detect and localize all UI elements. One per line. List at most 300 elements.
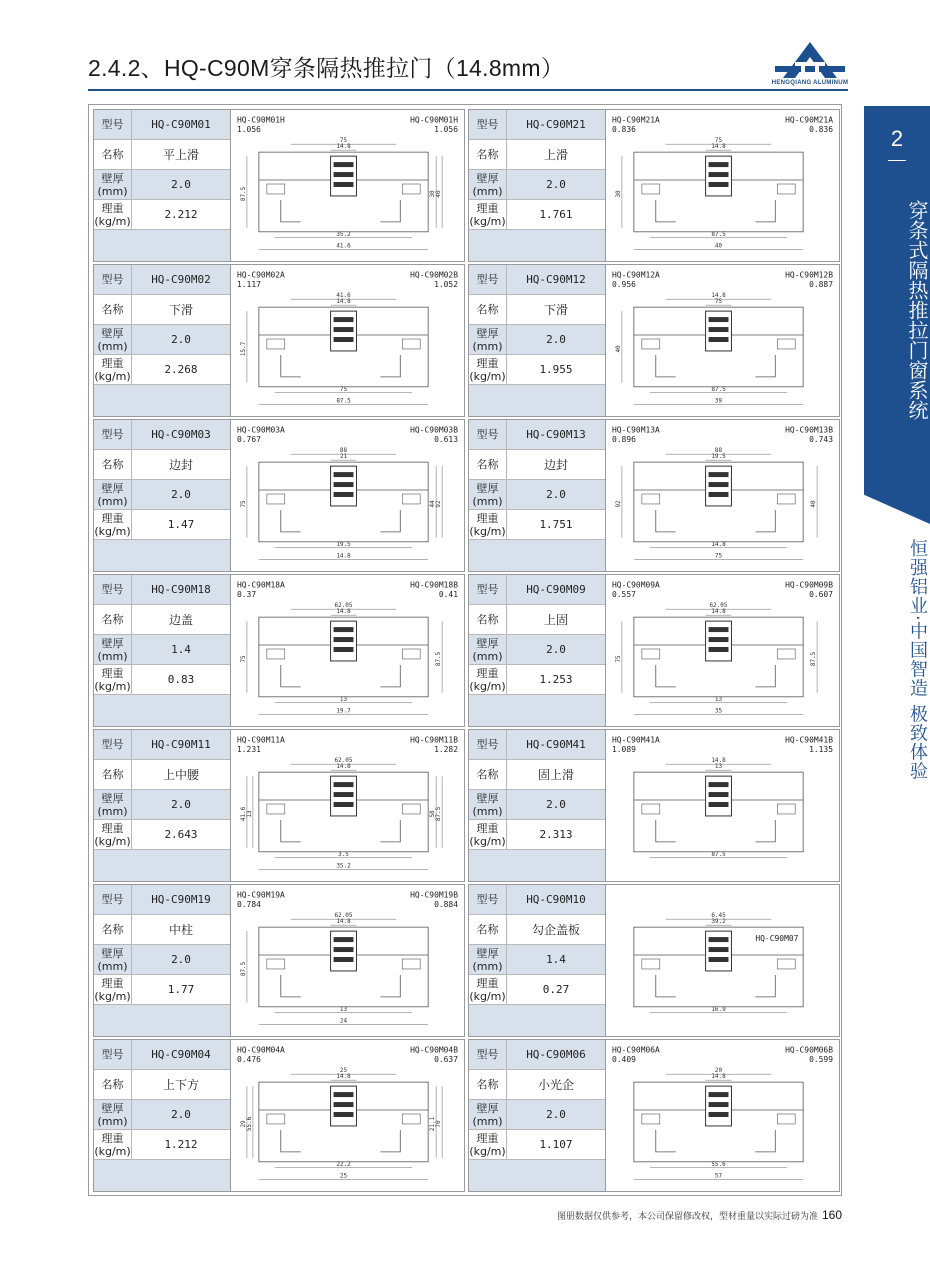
- profile-legs: [656, 665, 775, 687]
- thickness-row-label: 壁厚(mm): [94, 635, 132, 664]
- name-row-label: 名称: [94, 915, 132, 944]
- thickness-row-label: 壁厚(mm): [94, 945, 132, 974]
- weight-row-value: 2.212: [164, 208, 198, 221]
- strip-bead-2: [709, 947, 729, 952]
- spec-table: [94, 265, 230, 416]
- spec-filler: [94, 1160, 230, 1191]
- thickness-row-value: 2.0: [546, 333, 566, 346]
- dimension-label: 14.8: [711, 143, 726, 151]
- thickness-row: [94, 945, 230, 975]
- dimension-label: 30: [614, 190, 622, 198]
- name-row-label: 名称: [469, 140, 507, 169]
- profile-cavity-left: [267, 339, 285, 349]
- part-b-weight: 0.887: [809, 280, 834, 290]
- profile-legs: [281, 1130, 400, 1152]
- part-a-code: HQ-C90M19A: [236, 890, 285, 900]
- name-row-value: 小光企: [537, 1078, 574, 1092]
- model-row: [469, 575, 605, 605]
- name-row-value: 下滑: [168, 303, 193, 317]
- dimension-label: 19.7: [336, 707, 351, 715]
- model-row-label: 型号: [469, 730, 507, 759]
- dimension-label: 14.8: [336, 552, 351, 560]
- weight-row-value: 1.955: [539, 363, 573, 376]
- page-title: 2.4.2、HQ-C90M穿条隔热推拉门（14.8mm）: [88, 55, 565, 81]
- profile-drawing: [230, 730, 464, 881]
- model-row-label: 型号: [469, 265, 507, 294]
- dimension-label: 87.5: [239, 186, 247, 202]
- spec-table: [94, 730, 230, 881]
- thickness-row: [94, 170, 230, 200]
- dimension-label: 35: [714, 707, 723, 715]
- strip-bead-3: [709, 647, 729, 652]
- thickness-row-label: 壁厚(mm): [469, 635, 507, 664]
- strip-bead-3: [334, 492, 354, 497]
- dimension-label: 55.6: [245, 1116, 253, 1132]
- thickness-row: [94, 790, 230, 820]
- strip-bead-2: [334, 947, 354, 952]
- weight-row-label: 理重(kg/m): [469, 511, 506, 538]
- weight-row: [469, 665, 605, 695]
- profile-legs: [656, 820, 775, 842]
- part-a-code: HQ-C90M09A: [611, 580, 660, 590]
- weight-row: [94, 975, 230, 1005]
- strip-bead-2: [334, 482, 354, 487]
- thickness-row-label: 壁厚(mm): [469, 170, 507, 199]
- profile-card: [93, 1039, 465, 1192]
- strip-bead-3: [709, 492, 729, 497]
- dimension-label: 14.8: [336, 763, 351, 771]
- profile-legs: [656, 355, 775, 377]
- model-row-value: HQ-C90M01: [151, 118, 211, 131]
- model-row-value: HQ-C90M19: [151, 893, 211, 906]
- section-drawing: [606, 265, 839, 416]
- profile-cavity-left: [267, 649, 285, 659]
- model-row-value: HQ-C90M06: [526, 1048, 586, 1061]
- section-drawing: [606, 420, 839, 571]
- spec-table: [94, 885, 230, 1036]
- dimension-label: 14.8: [336, 1073, 351, 1081]
- dimension-label: 14.8: [711, 1073, 726, 1081]
- weight-row-label: 理重(kg/m): [94, 821, 131, 848]
- dimension-label: 41.6: [239, 806, 247, 822]
- profile-cavity-right: [777, 339, 795, 349]
- name-row: [469, 605, 605, 635]
- dimension-label: 88: [714, 447, 723, 455]
- spec-table: [94, 420, 230, 571]
- model-row-label: 型号: [469, 575, 507, 604]
- profile-drawing: [230, 885, 464, 1036]
- name-row: [94, 605, 230, 635]
- part-a-weight: 0.476: [236, 1055, 261, 1065]
- model-row-label: 型号: [94, 1040, 132, 1069]
- title-rule: [88, 89, 848, 91]
- dimension-label: 24: [339, 1017, 348, 1025]
- dimension-label: 40: [810, 500, 818, 508]
- part-b-weight: 0.41: [438, 590, 459, 600]
- weight-row: [469, 975, 605, 1005]
- profile-legs: [281, 665, 400, 687]
- model-row-value: HQ-C90M09: [526, 583, 586, 596]
- section-drawing: [231, 575, 464, 726]
- strip-bead-3: [709, 337, 729, 342]
- dimension-label: 39.2: [711, 918, 726, 926]
- spec-filler: [469, 695, 605, 726]
- dimension-label: 14.8: [336, 608, 351, 616]
- name-row-label: 名称: [94, 1070, 132, 1099]
- dimension-label: 87.5: [435, 651, 443, 667]
- thickness-row-value: 2.0: [546, 488, 566, 501]
- strip-bead-2: [334, 637, 354, 642]
- profile-cavity-left: [267, 804, 285, 814]
- weight-row-value: 2.643: [164, 828, 198, 841]
- name-row-label: 名称: [469, 450, 507, 479]
- profile-drawing: [605, 420, 839, 571]
- spec-filler: [94, 695, 230, 726]
- part-a-code: HQ-C90M03A: [236, 425, 285, 435]
- strip-bead-2: [334, 327, 354, 332]
- profile-cavity-left: [267, 494, 285, 504]
- model-row-value: HQ-C90M04: [151, 1048, 211, 1061]
- thickness-row: [469, 790, 605, 820]
- profile-cavity-left: [642, 649, 660, 659]
- part-b-weight: 0.836: [809, 125, 834, 135]
- name-row-label: 名称: [469, 915, 507, 944]
- part-a-code: HQ-C90M11A: [236, 735, 285, 745]
- dimension-label: 55.6: [711, 1160, 726, 1168]
- thickness-row-label: 壁厚(mm): [94, 325, 132, 354]
- spec-table: [94, 575, 230, 726]
- dimension-label: 14.8: [711, 608, 726, 616]
- part-a-weight: 1.089: [611, 745, 636, 755]
- weight-row-label: 理重(kg/m): [469, 356, 506, 383]
- profile-drawing: [605, 1040, 839, 1191]
- model-row-label: 型号: [469, 885, 507, 914]
- part-b-weight: 0.743: [809, 435, 834, 445]
- dimension-label: 35.2: [336, 230, 351, 238]
- dimension-label: 87.5: [435, 806, 443, 822]
- name-row-label: 名称: [94, 295, 132, 324]
- profile-drawing: [230, 110, 464, 261]
- dimension-label: 41.6: [336, 292, 351, 300]
- profile-cavity-right: [777, 649, 795, 659]
- thickness-row-value: 2.0: [171, 333, 191, 346]
- model-row: [94, 885, 230, 915]
- dimension-label: 16.9: [711, 1005, 726, 1013]
- model-row-label: 型号: [94, 265, 132, 294]
- part-a-code: HQ-C90M01H: [236, 115, 285, 125]
- spec-table: [469, 1040, 605, 1191]
- name-row-value: 固上滑: [537, 768, 574, 782]
- name-row-label: 名称: [94, 605, 132, 634]
- strip-bead-1: [334, 472, 354, 477]
- spec-filler: [94, 230, 230, 261]
- weight-row-label: 理重(kg/m): [94, 666, 131, 693]
- model-row-value: HQ-C90M18: [151, 583, 211, 596]
- section-drawing: [231, 265, 464, 416]
- weight-row-label: 理重(kg/m): [94, 976, 131, 1003]
- profile-card: [93, 574, 465, 727]
- thickness-row: [94, 635, 230, 665]
- model-row: [94, 730, 230, 760]
- weight-row-value: 2.313: [539, 828, 573, 841]
- weight-row: [469, 355, 605, 385]
- spec-filler: [94, 385, 230, 416]
- dimension-label: 92: [435, 500, 443, 508]
- thickness-row-label: 壁厚(mm): [94, 480, 132, 509]
- name-row-label: 名称: [94, 140, 132, 169]
- part-b-weight: 0.637: [434, 1055, 459, 1065]
- thickness-row-value: 1.4: [171, 643, 191, 656]
- strip-bead-1: [334, 317, 354, 322]
- thickness-row: [94, 480, 230, 510]
- model-row-label: 型号: [94, 110, 132, 139]
- name-row: [94, 295, 230, 325]
- thickness-row: [469, 170, 605, 200]
- part-a-code: HQ-C90M13A: [611, 425, 660, 435]
- strip-bead-3: [334, 802, 354, 807]
- dimension-label: 70: [435, 1120, 443, 1128]
- dimension-label: 88: [339, 447, 348, 455]
- section-drawing: [606, 575, 839, 726]
- part-a-weight: 0.557: [611, 590, 636, 600]
- dimension-label: 13: [339, 1005, 348, 1013]
- strip-bead-1: [334, 162, 354, 167]
- strip-bead-3: [334, 647, 354, 652]
- profile-cavity-right: [402, 959, 420, 969]
- name-row-value: 中柱: [168, 923, 193, 937]
- name-row-label: 名称: [469, 295, 507, 324]
- dimension-label: 13: [339, 695, 348, 703]
- part-a-weight: 1.231: [236, 745, 261, 755]
- dimension-label: 62.05: [334, 912, 353, 920]
- part-b-code: HQ-C90M04B: [410, 1045, 459, 1055]
- weight-row-value: 1.751: [539, 518, 573, 531]
- dimension-label: 14.8: [336, 143, 351, 151]
- dimension-label: 44: [429, 500, 437, 508]
- profile-card: [468, 109, 840, 262]
- profile-legs: [656, 200, 775, 222]
- weight-row-value: 1.107: [539, 1138, 573, 1151]
- model-row: [94, 1040, 230, 1070]
- profile-legs: [656, 975, 775, 997]
- part-b-weight: 1.135: [809, 745, 834, 755]
- thickness-row-value: 2.0: [171, 798, 191, 811]
- strip-bead-2: [709, 637, 729, 642]
- model-row-value: HQ-C90M12: [526, 273, 586, 286]
- dimension-label: 75: [714, 137, 723, 145]
- spec-table: [469, 420, 605, 571]
- model-row-value: HQ-C90M02: [151, 273, 211, 286]
- strip-bead-1: [709, 1092, 729, 1097]
- dimension-label: 58: [429, 810, 437, 818]
- spec-table: [469, 885, 605, 1036]
- profile-card: [93, 264, 465, 417]
- profile-drawing: [230, 1040, 464, 1191]
- part-b-code: HQ-C90M21A: [785, 115, 834, 125]
- part-a-weight: 1.056: [236, 125, 261, 135]
- weight-row-label: 理重(kg/m): [94, 201, 131, 228]
- profile-cavity-left: [642, 1114, 660, 1124]
- weight-row-label: 理重(kg/m): [469, 976, 506, 1003]
- thickness-row-value: 2.0: [546, 798, 566, 811]
- profile-card: [468, 264, 840, 417]
- model-row-value: HQ-C90M03: [151, 428, 211, 441]
- dimension-label: 6.45: [711, 912, 726, 920]
- name-row: [469, 1070, 605, 1100]
- weight-row-value: 1.77: [167, 983, 195, 996]
- profile-card: [468, 1039, 840, 1192]
- dimension-label: 14.8: [711, 540, 726, 548]
- dimension-label: 87.5: [239, 961, 247, 977]
- thickness-row-value: 2.0: [171, 178, 191, 191]
- model-row-label: 型号: [469, 110, 507, 139]
- part-b-code: HQ-C90M18B: [410, 580, 459, 590]
- strip-bead-3: [709, 957, 729, 962]
- thickness-row: [94, 325, 230, 355]
- dimension-label: 13: [245, 810, 253, 818]
- part-a-weight: 0.956: [611, 280, 636, 290]
- part-b-code: HQ-C90M11B: [410, 735, 459, 745]
- profile-legs: [656, 510, 775, 532]
- thickness-row-value: 1.4: [546, 953, 566, 966]
- weight-row-value: 0.27: [542, 983, 570, 996]
- strip-bead-2: [709, 327, 729, 332]
- thickness-row-label: 壁厚(mm): [469, 480, 507, 509]
- dimension-label: 75: [339, 137, 348, 145]
- thickness-row-label: 壁厚(mm): [469, 790, 507, 819]
- profile-cavity-right: [777, 804, 795, 814]
- dimension-label: 75: [239, 500, 247, 508]
- part-a-weight: 1.117: [236, 280, 261, 290]
- part-b-code: HQ-C90M03B: [410, 425, 459, 435]
- profile-legs: [281, 510, 400, 532]
- name-row-value: 平上滑: [162, 148, 199, 162]
- chapter-number-rule: [888, 160, 906, 161]
- part-b-code: HQ-C90M02B: [410, 270, 459, 280]
- profile-catalog: [88, 104, 842, 1196]
- model-row-label: 型号: [94, 420, 132, 449]
- dimension-label: 75: [714, 552, 723, 560]
- dimension-label: 15.7: [239, 341, 247, 357]
- weight-row: [94, 1130, 230, 1160]
- name-row-label: 名称: [469, 605, 507, 634]
- strip-bead-2: [709, 792, 729, 797]
- strip-bead-1: [709, 162, 729, 167]
- strip-bead-1: [334, 627, 354, 632]
- weight-row: [469, 200, 605, 230]
- part-b-weight: 0.613: [434, 435, 459, 445]
- dimension-label: 25: [339, 1067, 348, 1075]
- dimension-label: 87.5: [336, 397, 351, 405]
- strip-bead-3: [709, 802, 729, 807]
- brand-name: HENGQIANG ALUMINUM: [771, 80, 849, 86]
- strip-bead-3: [334, 182, 354, 187]
- strip-bead-1: [334, 782, 354, 787]
- weight-row: [94, 510, 230, 540]
- strip-bead-3: [709, 182, 729, 187]
- section-drawing: [606, 110, 839, 261]
- profile-cavity-right: [402, 184, 420, 194]
- part-b-code: HQ-C90M09B: [785, 580, 834, 590]
- thickness-row-label: 壁厚(mm): [94, 790, 132, 819]
- chapter-number: 2: [890, 126, 904, 151]
- dimension-label: 20: [714, 1067, 723, 1075]
- part-a-weight: 0.37: [236, 590, 257, 600]
- dimension-label: 40: [614, 345, 622, 353]
- profile-cavity-right: [777, 184, 795, 194]
- part-b-code: HQ-C90M06B: [785, 1045, 834, 1055]
- name-row-value: 边盖: [168, 613, 193, 627]
- thickness-row-value: 2.0: [546, 643, 566, 656]
- spec-filler: [94, 540, 230, 571]
- name-row: [469, 760, 605, 790]
- section-drawing: [606, 730, 839, 881]
- dimension-label: 40: [714, 242, 723, 250]
- weight-row-label: 理重(kg/m): [469, 666, 506, 693]
- section-drawing: [231, 1040, 464, 1191]
- profile-drawing: [605, 575, 839, 726]
- weight-row: [469, 1130, 605, 1160]
- model-row: [94, 265, 230, 295]
- thickness-row-label: 壁厚(mm): [94, 170, 132, 199]
- model-row: [469, 1040, 605, 1070]
- thickness-row-label: 壁厚(mm): [469, 325, 507, 354]
- dimension-label: 21.1: [429, 1116, 437, 1132]
- model-row-value: HQ-C90M10: [526, 893, 586, 906]
- part-a-code: HQ-C90M06A: [611, 1045, 660, 1055]
- thickness-row-label: 壁厚(mm): [94, 1100, 132, 1129]
- dimension-label: 75: [714, 298, 723, 306]
- model-row: [469, 885, 605, 915]
- dimension-label: 13: [714, 695, 723, 703]
- dimension-label: 40: [435, 190, 443, 198]
- dimension-label: 35.2: [336, 862, 351, 870]
- strip-bead-1: [709, 472, 729, 477]
- dimension-label: 14.8: [711, 292, 726, 300]
- footer: [480, 1208, 842, 1222]
- dimension-label: 87.5: [711, 385, 726, 393]
- profile-cavity-left: [642, 494, 660, 504]
- spec-table: [469, 110, 605, 261]
- weight-row-value: 1.212: [164, 1138, 198, 1151]
- thickness-row-value: 2.0: [171, 488, 191, 501]
- profile-drawing: [605, 265, 839, 416]
- profile-drawing: [230, 265, 464, 416]
- part-b-code: HQ-C90M01H: [410, 115, 459, 125]
- section-drawing: [231, 730, 464, 881]
- part-a-code: HQ-C90M18A: [236, 580, 285, 590]
- strip-bead-1: [709, 782, 729, 787]
- model-row-value: HQ-C90M21: [526, 118, 586, 131]
- part-a-code: HQ-C90M21A: [611, 115, 660, 125]
- strip-bead-2: [334, 172, 354, 177]
- name-row-label: 名称: [94, 450, 132, 479]
- dimension-label: 25: [339, 1172, 348, 1180]
- dimension-label: 57: [714, 1172, 723, 1180]
- profile-legs: [656, 1130, 775, 1152]
- part-a-code: HQ-C90M12A: [611, 270, 660, 280]
- strip-bead-3: [334, 957, 354, 962]
- profile-cavity-left: [642, 184, 660, 194]
- profile-cavity-right: [402, 339, 420, 349]
- name-row-value: 上下方: [162, 1078, 199, 1092]
- strip-bead-1: [334, 937, 354, 942]
- name-row-label: 名称: [94, 760, 132, 789]
- name-row-value: 边封: [168, 458, 193, 472]
- spec-table: [469, 730, 605, 881]
- weight-row: [94, 355, 230, 385]
- name-row: [469, 140, 605, 170]
